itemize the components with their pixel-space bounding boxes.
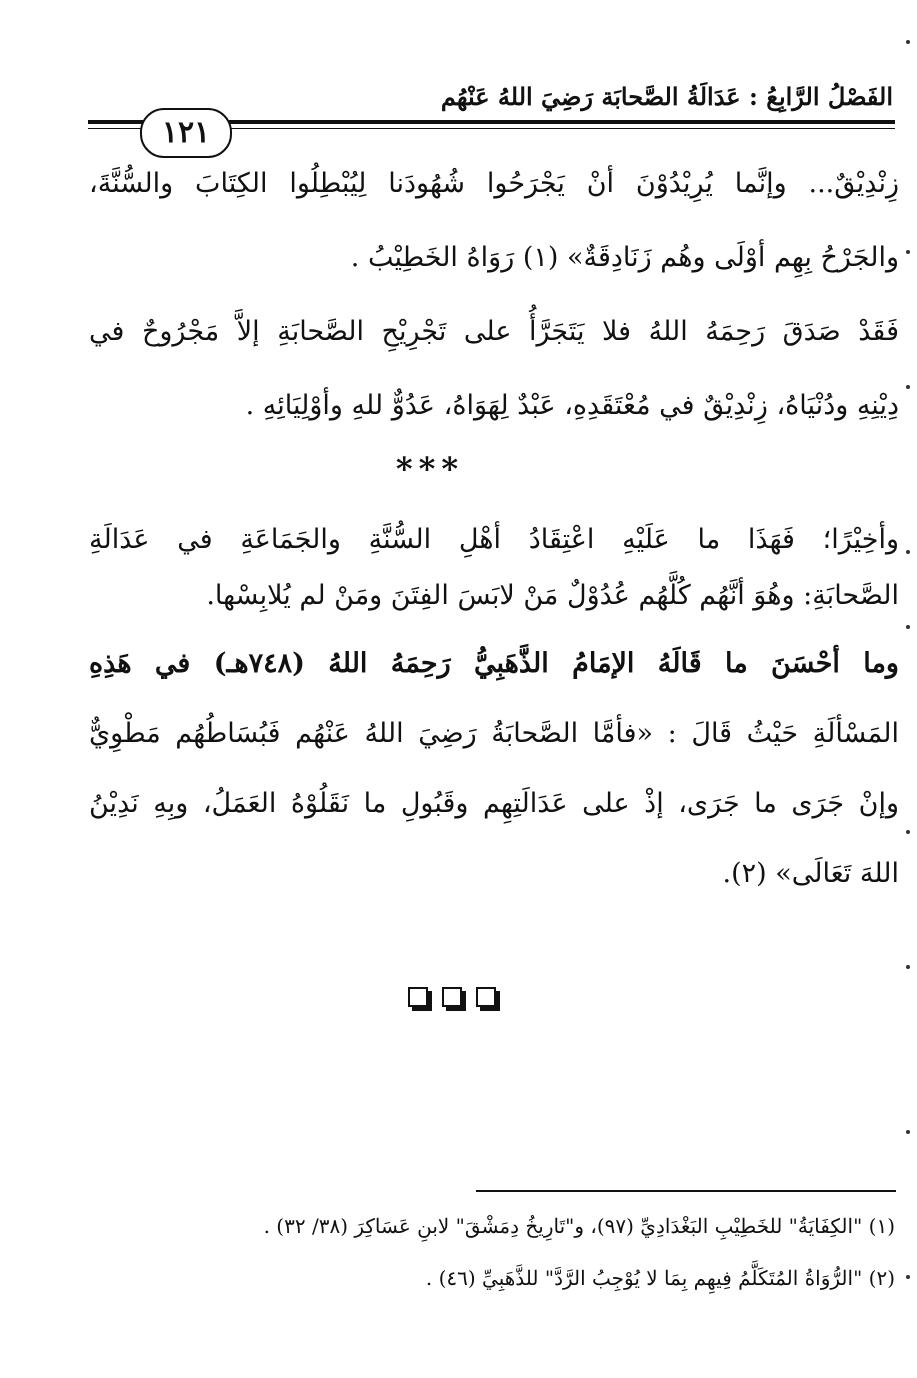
body-line: الصَّحابَةِ: وهُوَ أنَّهُم كُلَّهُم عُدُوْلٌ مَنْ لابَسَ الفِتَنَ ومَنْ لم يُلابِسْها. (206, 580, 899, 611)
footnote-separator (476, 1190, 896, 1192)
body-line: وأخِيْرًا؛ فَهَذَا ما عَلَيْهِ اعْتِقَادُ أهْلِ السُّنَّةِ والجَمَاعَةِ في عَدَالَةِ (89, 524, 899, 555)
square-ornament-icon (408, 987, 428, 1007)
margin-mark (906, 250, 910, 254)
body-line: زِنْدِيْقٌ... وإنَّما يُرِيْدُوْنَ أنْ يَجْرَحُوا شُهُودَنا لِيُبْطِلُوا الكِتَابَ والسُّنَّةَ، (89, 168, 899, 199)
running-header: الفَصْلُ الرَّابِعُ : عَدَالَةُ الصَّحابَة رَضِيَ اللهُ عَنْهُم (440, 82, 893, 111)
margin-mark (906, 625, 910, 629)
margin-mark (906, 550, 910, 554)
page-number: ١٢١ (140, 108, 232, 158)
footnote-1: (١) "الكِفَايَةُ" للخَطِيْبِ البَغْدَادِيِّ (٩٧)، و"تَارِيخُ دِمَشْقَ" لابنِ عَسَاكِرَ (٣٨/ ٣٢) . (263, 1214, 895, 1238)
margin-mark (906, 1130, 910, 1134)
body-line: والجَرْحُ بِهِم أوْلَى وهُم زَنَادِقَةٌ» (١) رَوَاهُ الخَطِيْبُ . (350, 242, 899, 273)
section-separator: *** (395, 450, 465, 488)
margin-mark (906, 830, 910, 834)
body-line: دِيْنِهِ ودُنْيَاهُ، زِنْدِيْقٌ في مُعْتَقَدِهِ، عَبْدٌ لِهَوَاهُ، عَدُوٌّ للهِ وأوْلِيَائِهِ . (245, 390, 899, 421)
end-ornament (408, 987, 508, 1011)
body-line: وإنْ جَرَى ما جَرَى، إذْ على عَدَالَتِهِم وقَبُولِ ما نَقَلُوْهُ العَمَلُ، وبِهِ نَدِيْنُ (89, 788, 899, 819)
margin-mark (906, 1275, 910, 1279)
margin-mark (906, 965, 910, 969)
margin-mark (906, 385, 910, 389)
margin-mark (906, 40, 910, 44)
body-line: فَقَدْ صَدَقَ رَحِمَهُ اللهُ فلا يَتَجَرَّأُ على تَجْرِيْحِ الصَّحابَةِ إلاَّ مَجْرُوحٌ في (89, 316, 899, 347)
body-line: المَسْألَةِ حَيْثُ قَالَ : «فأمَّا الصَّحابَةُ رَضِيَ اللهُ عَنْهُم فَبُسَاطُهُم مَطْوِيٌّ (89, 718, 899, 749)
body-line: اللهَ تَعَالَى» (٢). (722, 858, 899, 889)
body-line-bold: وما أحْسَنَ ما قَالَهُ الإمَامُ الذَّهَبِيُّ رَحِمَهُ اللهُ (٧٤٨هـ) في هَذِهِ (89, 648, 899, 679)
footnote-2: (٢) "الرُّوَاةُ المُتَكَلَّمُ فِيهِم بِمَا لا يُوْجِبُ الرَّدَّ" للذَّهَبِيِّ (٤٦) . (425, 1266, 895, 1290)
square-ornament-icon (442, 987, 462, 1007)
square-ornament-icon (476, 987, 496, 1007)
